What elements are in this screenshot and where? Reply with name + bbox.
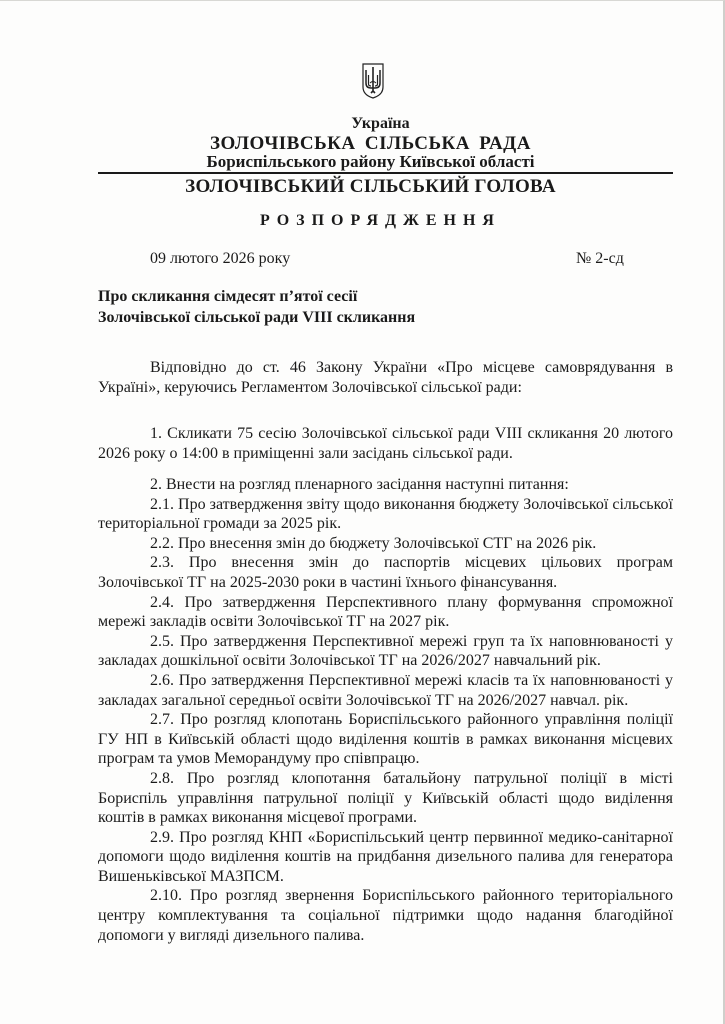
agenda-item: 2.6. Про затвердження Перспективної мережі класів та їх наповнюваності у закладах загальної середньої освіти Золочівської ТГ на 2026/2027 навчал. рік. <box>98 671 673 709</box>
agenda-item: 2.1. Про затвердження звіту щодо виконання бюджету Золочівської сільської територіальної громади за 2025 рік. <box>98 495 673 533</box>
agenda-item: 2.7. Про розгляд клопотань Бориспільського районного управління поліції ГУ НП в Київській області щодо виділення коштів в рамках виконання місцевих програм та умов Меморандуму про співпрацю. <box>98 711 673 768</box>
item-2-heading: 2. Внести на розгляд пленарного засідання наступні питання: <box>150 476 569 493</box>
item-2 <box>98 475 673 945</box>
agenda-item: 2.2. Про внесення змін до бюджету Золочівської СТГ на 2026 рік. <box>150 534 597 552</box>
document-subject <box>98 286 415 328</box>
trident-emblem-icon <box>362 63 384 99</box>
document-number: № 2-сд <box>576 250 624 267</box>
document-type: РОЗПОРЯДЖЕННЯ <box>260 212 501 229</box>
item-1-text: 1. Скликати 75 сесію Золочівської сільської ради VIII скликання 20 лютого 2026 року о 14:00 в приміщенні зали засідань сільської ради. <box>98 425 673 462</box>
subject-line-2: Золочівської сільської ради VIII скликання <box>98 309 416 326</box>
district-name: Бориспільського району Київської області <box>206 152 535 171</box>
intro-paragraph <box>98 358 673 397</box>
agenda-item: 2.8. Про розгляд клопотання батальйону патрульної поліції в місті Бориспіль управління патрульної поліції у Київській області щодо виділення коштів в рамках виконання місцевої програми. <box>98 769 673 827</box>
agenda-item: 2.5. Про затвердження Перспективної мережі груп та їх наповнюваності у закладах дошкільної освіти Золочівської ТГ на 2026/2027 навчальний рік. <box>98 632 673 670</box>
header-divider <box>98 172 673 174</box>
head-title: ЗОЛОЧІВСЬКИЙ СІЛЬСЬКИЙ ГОЛОВА <box>185 176 556 197</box>
agenda-item: 2.10. Про розгляд звернення Бориспільського районного територіального центру комплектування та соціальної підтримки щодо надання благодійної допомоги у вигляді дизельного палива. <box>98 887 673 944</box>
intro-text: Відповідно до ст. 46 Закону України «Про місцеве самоврядування в Україні», керуючись Регламентом Золочівської сільської ради: <box>98 359 673 396</box>
country-name: Україна <box>351 115 410 132</box>
document-date: 09 лютого 2026 року <box>150 250 291 267</box>
council-name: ЗОЛОЧІВСЬКА СІЛЬСЬКА РАДА <box>210 133 531 154</box>
agenda-item: 2.3. Про внесення змін до паспортів місцевих цільових програм Золочівської ТГ на 2025-2030 роки в частині їхнього фінансування. <box>98 554 673 591</box>
agenda-item: 2.4. Про затвердження Перспективного плану формування спроможної мережі закладів освіти Золочівської ТГ на 2027 рік. <box>98 593 673 631</box>
agenda-item: 2.9. Про розгляд КНП «Бориспільський центр первинної медико-санітарної допомоги щодо виділення коштів на придбання дизельного палива для генератора Вишеньківської МАЗПСМ. <box>98 828 673 885</box>
subject-line-1: Про скликання сімдесят п’ятої сесії <box>98 288 358 305</box>
item-1 <box>98 424 673 463</box>
